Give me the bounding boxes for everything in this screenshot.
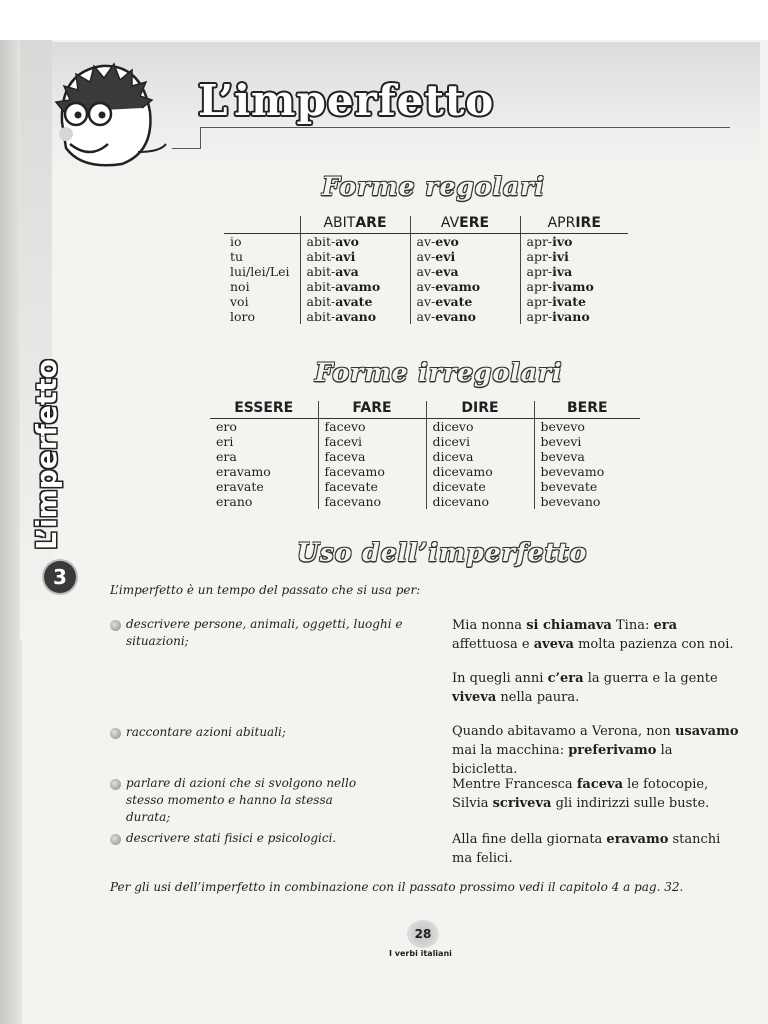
form-avere: av-evano (410, 309, 520, 324)
table-row (210, 479, 640, 494)
table-row (224, 294, 628, 309)
form-abitare: abit-avamo (300, 279, 410, 294)
form-essere: eravate (216, 479, 264, 494)
form-bere: bevevo (534, 419, 640, 435)
form-fare: faceva (318, 449, 426, 464)
form-essere: erano (216, 494, 253, 509)
form-abitare: abit-avo (300, 234, 410, 250)
form-dire: dicevate (426, 479, 534, 494)
regular-forms-heading: Forme regolari (322, 172, 545, 201)
form-essere: era (216, 449, 237, 464)
form-dire: diceva (426, 449, 534, 464)
verb-header-bere: BERE (534, 401, 640, 419)
verb-header-abitare: ABITARE (300, 216, 410, 234)
title-rule (200, 127, 730, 128)
subject: noi (230, 279, 250, 294)
example-sentence: In quegli anni c’era la guerra e la gente viveva nella paura. (452, 671, 718, 705)
uses-heading: Uso dell’imperfetto (297, 538, 588, 567)
verb-header-essere: ESSERE (210, 401, 318, 419)
table-row (224, 249, 628, 264)
irregular-forms-table (210, 401, 640, 509)
form-bere: bevevi (534, 434, 640, 449)
form-abitare: abit-avano (300, 309, 410, 324)
spine-label: L’imperfetto (30, 359, 63, 550)
scan-margin (0, 0, 768, 40)
subject-column-head (224, 216, 300, 234)
table-row (210, 464, 640, 479)
use-simultaneous: parlare di azioni che si svolgono nello stesso momento e hanno la stessa durata; (126, 776, 357, 824)
form-bere: bevevano (534, 494, 640, 509)
bullet-icon (110, 728, 121, 739)
irregular-forms-heading: Forme irregolari (315, 358, 563, 387)
bullet-icon (110, 620, 121, 631)
form-avere: av-evi (410, 249, 520, 264)
use-states: descrivere stati fisici e psicologici. (126, 831, 337, 845)
form-dire: dicevano (426, 494, 534, 509)
page-number: 28 (407, 920, 439, 948)
form-aprire: apr-ivano (520, 309, 628, 324)
form-dire: dicevo (426, 419, 534, 435)
form-dire: dicevi (426, 434, 534, 449)
table-row (224, 279, 628, 294)
verb-header-aprire: APRIRE (520, 216, 628, 234)
table-row (210, 494, 640, 509)
table-row (210, 434, 640, 449)
page-edge-shadow (0, 40, 22, 1024)
form-abitare: abit-avi (300, 249, 410, 264)
form-bere: bevevate (534, 479, 640, 494)
verb-header-fare: FARE (318, 401, 426, 419)
title-rule-left (172, 148, 200, 149)
form-avere: av-evamo (410, 279, 520, 294)
chapter-badge: 3 (44, 561, 76, 593)
subject: tu (230, 249, 244, 264)
form-fare: facevi (318, 434, 426, 449)
book-title: I verbi italiani (389, 949, 452, 958)
bullet-icon (110, 779, 121, 790)
use-habitual: raccontare azioni abituali; (126, 725, 286, 739)
form-fare: facevo (318, 419, 426, 435)
form-aprire: apr-ivamo (520, 279, 628, 294)
form-aprire: apr-iva (520, 264, 628, 279)
subject: voi (230, 294, 249, 309)
form-aprire: apr-ivo (520, 234, 628, 250)
table-row (224, 234, 628, 250)
table-row (210, 419, 640, 435)
bullet-icon (110, 834, 121, 845)
table-row (224, 264, 628, 279)
use-description: descrivere persone, animali, oggetti, luoghi e situazioni; (126, 617, 403, 648)
verb-header-dire: DIRE (426, 401, 534, 419)
footnote: Per gli usi dell’imperfetto in combinazione con il passato prossimo vedi il capitolo 4 a pag. 32. (110, 880, 684, 894)
form-avere: av-eva (410, 264, 520, 279)
regular-forms-table (224, 216, 628, 324)
example-sentence: Quando abitavamo a Verona, non usavamo mai la macchina: preferivamo la bicicletta. (452, 724, 739, 777)
form-abitare: abit-ava (300, 264, 410, 279)
form-fare: facevamo (318, 464, 426, 479)
form-fare: facevano (318, 494, 426, 509)
subject: io (230, 234, 242, 249)
uses-intro: L’imperfetto è un tempo del passato che si usa per: (110, 583, 421, 597)
form-avere: av-evo (410, 234, 520, 250)
form-essere: eri (216, 434, 234, 449)
example-sentence: Mia nonna si chiamava Tina: era affettuosa e aveva molta pazienza con noi. (452, 618, 734, 652)
subject: lui/lei/Lei (230, 264, 290, 279)
form-bere: bevevamo (534, 464, 640, 479)
example-sentence: Alla fine della giornata eravamo stanchi ma felici. (452, 832, 721, 866)
form-aprire: apr-ivate (520, 294, 628, 309)
form-dire: dicevamo (426, 464, 534, 479)
form-avere: av-evate (410, 294, 520, 309)
form-abitare: abit-avate (300, 294, 410, 309)
verb-header-avere: AVERE (410, 216, 520, 234)
form-bere: beveva (534, 449, 640, 464)
page-title: L’imperfetto (198, 76, 495, 125)
form-essere: eravamo (216, 464, 271, 479)
form-aprire: apr-ivi (520, 249, 628, 264)
mascot-icon (42, 52, 172, 177)
table-row (224, 309, 628, 324)
form-fare: facevate (318, 479, 426, 494)
table-row (210, 449, 640, 464)
subject: loro (230, 309, 256, 324)
example-sentence: Mentre Francesca faceva le fotocopie, Silvia scriveva gli indirizzi sulle buste. (452, 777, 710, 811)
title-rule-corner (200, 127, 201, 149)
form-essere: ero (216, 419, 237, 434)
